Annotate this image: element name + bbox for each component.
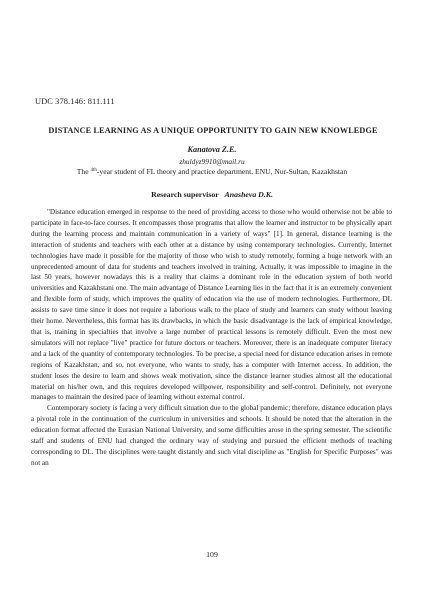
research-supervisor: [0, 190, 424, 199]
body-paragraph: Contemporary society is facing a very difficult situation due to the global pandemic; therefore, distance education plays a pivotal role in the continuation of the curriculum in universities and schools. It should be noted that the alteration in the education format affected the Eurasian National University, and some difficulties arose in the spring semester. The scientific staff and students of ENU had changed the ordinary way of studying and pursued the efficient methods of teaching corresponding to DL. The disciplines were taught distantly and such vital discipline as "English for Specific Purposes" was not an: [31, 404, 392, 467]
udc-code: UDC 378.146: 811.111: [35, 97, 115, 106]
author-name: Kanatova Z.E.: [187, 145, 237, 154]
body-paragraph: "Distance education emerged in response to the need of providing access to those who would otherwise not be able to participate in face-to-face courses. It encompasses those programs that allow the learner and instructor to be physically apart during the learning process and maintain communication in a variety of ways" [1]. In general, distance learning is the interaction of students and teachers with each other at a distance by using contemporary technologies. Currently, Internet technologies have made it possible for the majority of those who wish to study remotely, forming a huge network with an unprecedented amount of data for students and teachers involved in training. Actually, it was impossible to imagine in the last 50 years, however nowadays this is a reality that claims a dominant role in the education system of both world universities and Kazakhstani one. The main advantage of Distance Learning lies in the fact that it is an extremely convenient and flexible form of study, which improves the quality of education via the use of modern technologies. Furthermore, DL assists to save time since it does not require a laborious walk to the place of study and learners can study without leaving their home. Nevertheless, this format has its drawbacks, in which the basic disadvantage is the lack of empirical knowledge, that is, training in specialties that involve a large number of practical lessons is remotely difficult. Even the most new simulators will not replace "live" practice for future doctors or teachers. Moreover, there is an inadequate computer literacy and a lack of the quantity of contemporary technologies. To be precise, a special need for distance education arises in remote regions of Kazakhstan, and so, not everyone, who wants to study, has a computer with Internet access. In addition, the student loses the desire to learn and shows weak motivation, since the distance learner studies almost all the educational material on his/her own, and this requires developed willpower, responsibility and self-control. Definitely, not everyone manages to maintain the desired pace of learning without external control.: [31, 208, 392, 402]
affiliation-sup: 4th: [90, 168, 97, 173]
supervisor-name: Anasheva D.K.: [224, 190, 273, 199]
article-body: [31, 207, 392, 469]
affiliation-pre: The: [76, 167, 91, 176]
author-affiliation: [0, 167, 424, 176]
author-email: zhuldyz9910@mail.ru: [179, 157, 245, 166]
supervisor-label: Research supervisor: [151, 190, 219, 199]
page-number: 109: [206, 550, 218, 559]
article-title: DISTANCE LEARNING AS A UNIQUE OPPORTUNITY TO GAIN NEW KNOWLEDGE: [48, 126, 378, 135]
affiliation-post: -year student of FL theory and practice department, ENU, Nur-Sultan, Kazakhstan: [96, 167, 348, 176]
